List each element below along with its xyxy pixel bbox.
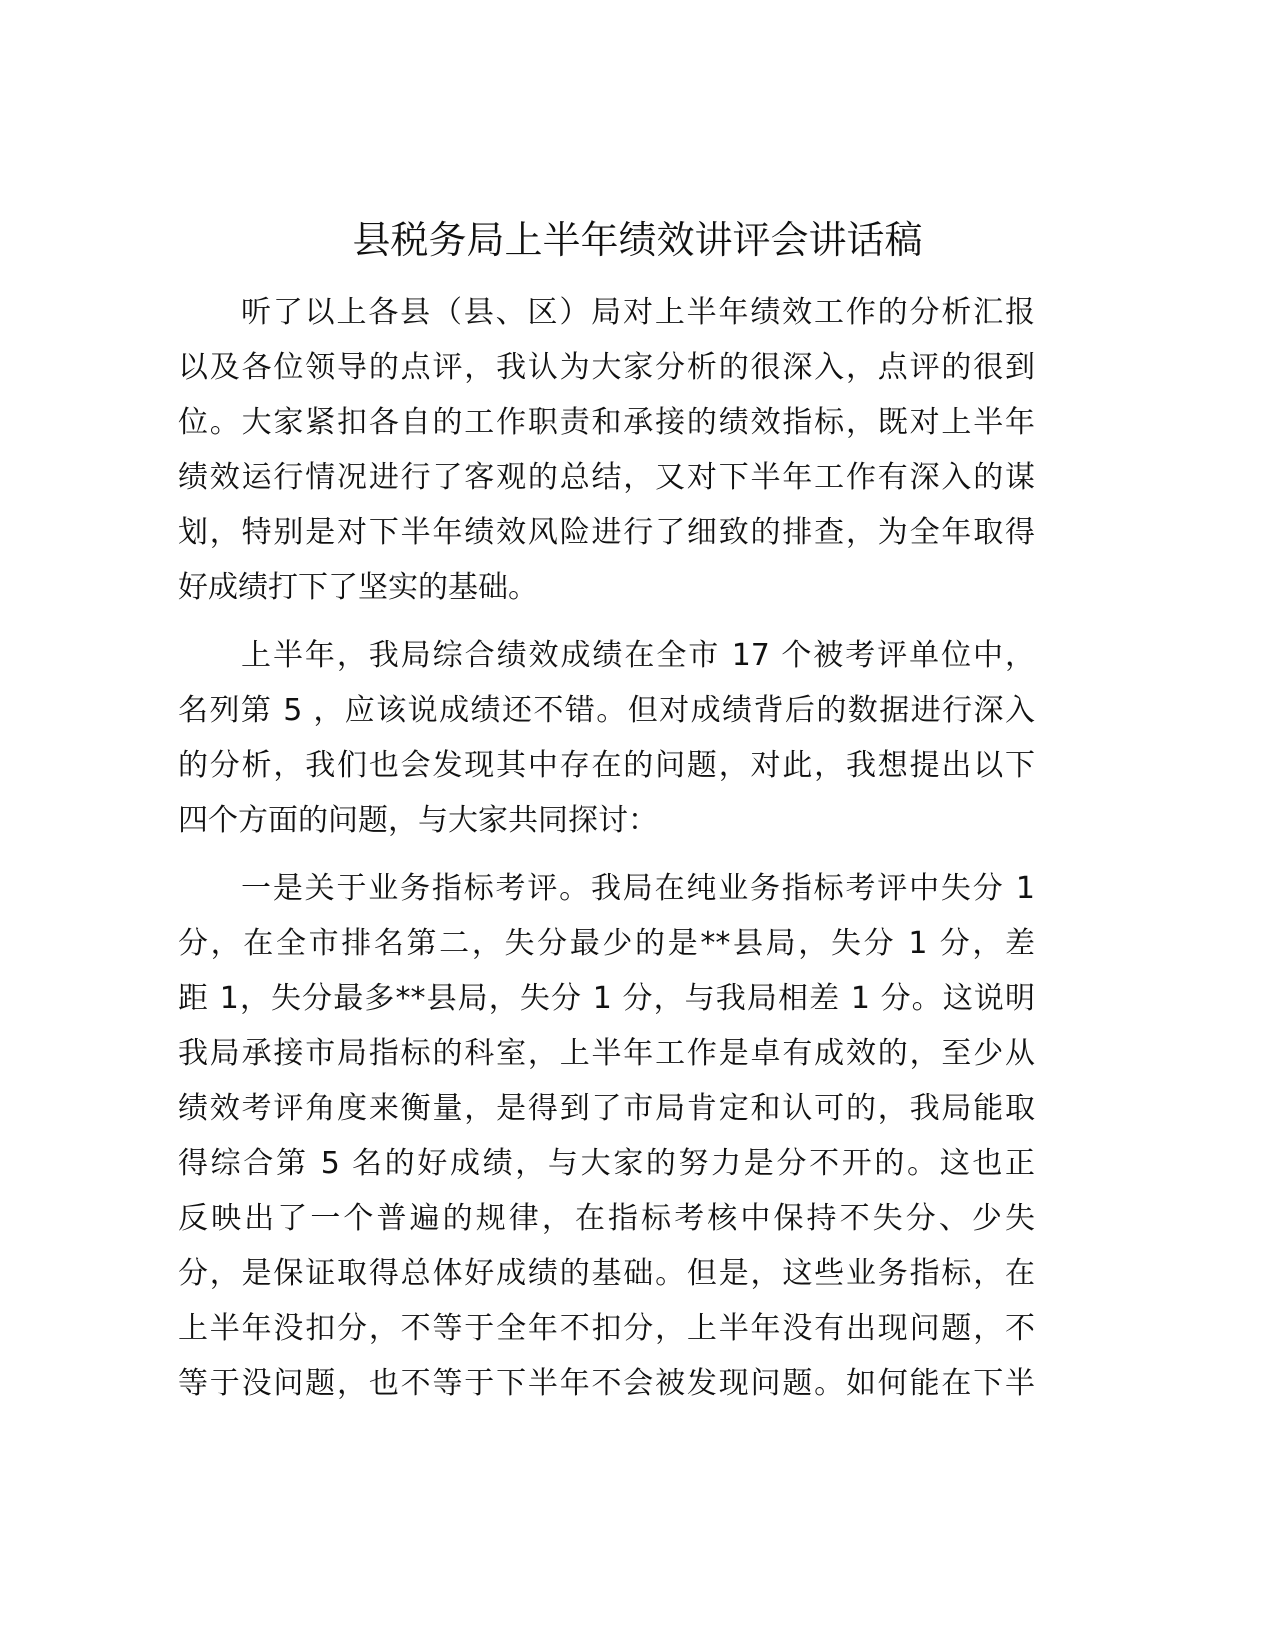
text-line: 等于没问题，也不等于下半年不会被发现问题。如何能在下半 [178, 1366, 1035, 1401]
text-line: 绩效考评角度来衡量，是得到了市局肯定和认可的，我局能取 [178, 1091, 1035, 1126]
text-line: 距 1，失分最多**县局，失分 1 分，与我局相差 1 分。这说明 [178, 981, 1035, 1016]
text-line: 上半年没扣分，不等于全年不扣分，上半年没有出现问题，不 [178, 1311, 1035, 1346]
text-line: 一是关于业务指标考评。我局在纯业务指标考评中失分 1 [241, 871, 1035, 906]
text-line: 听了以上各县（县、区）局对上半年绩效工作的分析汇报 [241, 295, 1035, 330]
paragraph [178, 628, 1035, 848]
document-title: 县税务局上半年绩效讲评会讲话稿 [352, 218, 923, 262]
text-line: 划，特别是对下半年绩效风险进行了细致的排查，为全年取得 [178, 515, 1035, 550]
text-line: 上半年，我局综合绩效成绩在全市 17 个被考评单位中， [241, 638, 1035, 673]
paragraph [178, 285, 1035, 615]
text-line: 反映出了一个普遍的规律，在指标考核中保持不失分、少失 [178, 1201, 1035, 1236]
text-line: 以及各位领导的点评，我认为大家分析的很深入，点评的很到 [178, 350, 1035, 385]
paragraph [178, 861, 1035, 1411]
text-line: 分，是保证取得总体好成绩的基础。但是，这些业务指标，在 [178, 1256, 1035, 1291]
document-body [178, 285, 1035, 1424]
text-line: 绩效运行情况进行了客观的总结，又对下半年工作有深入的谋 [178, 460, 1035, 495]
text-line: 的分析，我们也会发现其中存在的问题，对此，我想提出以下 [178, 748, 1035, 783]
text-line: 得综合第 5 名的好成绩，与大家的努力是分不开的。这也正 [178, 1146, 1035, 1181]
text-line: 我局承接市局指标的科室，上半年工作是卓有成效的，至少从 [178, 1036, 1035, 1071]
text-line: 名列第 5 ，应该说成绩还不错。但对成绩背后的数据进行深入 [178, 693, 1035, 728]
text-line: 四个方面的问题，与大家共同探讨： [178, 803, 658, 838]
text-line: 分，在全市排名第二，失分最少的是**县局，失分 1 分，差 [178, 926, 1035, 961]
text-line: 好成绩打下了坚实的基础。 [178, 570, 538, 605]
text-line: 位。大家紧扣各自的工作职责和承接的绩效指标，既对上半年 [178, 405, 1035, 440]
